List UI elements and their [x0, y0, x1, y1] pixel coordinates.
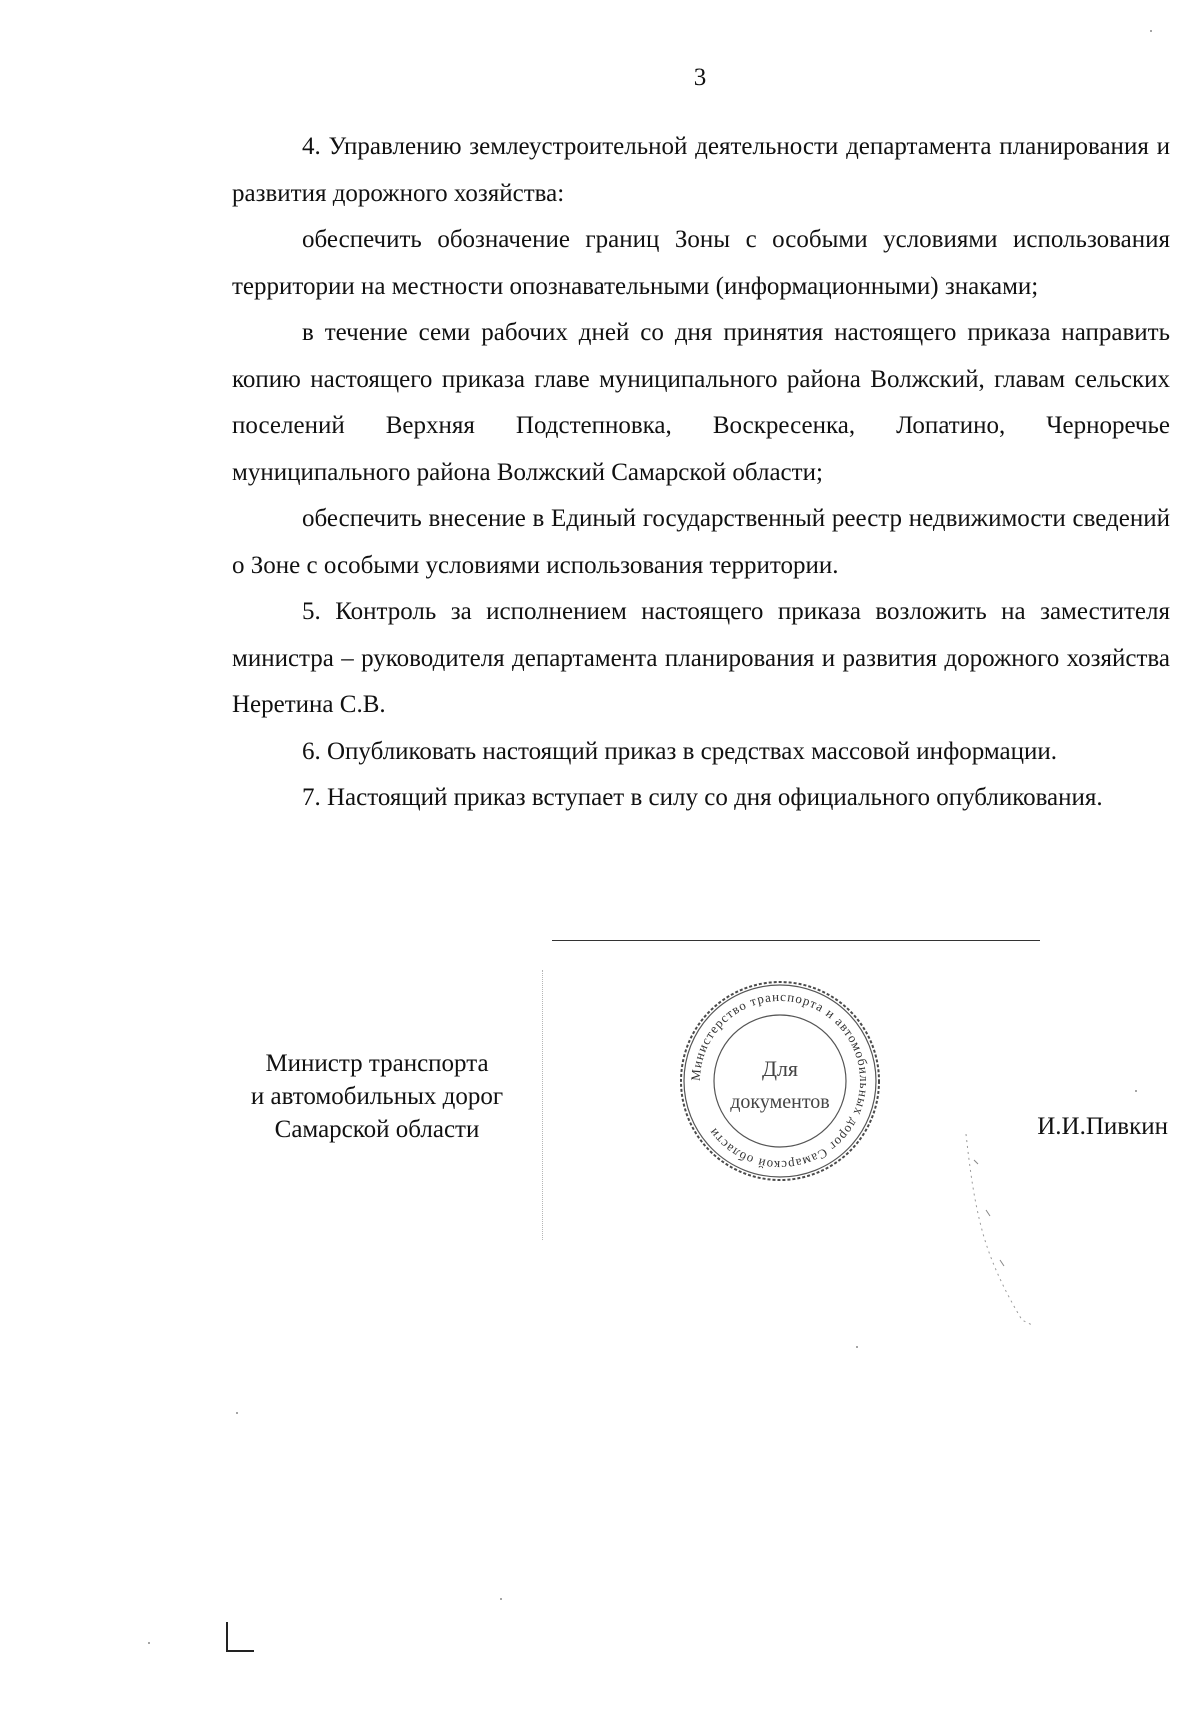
scan-dotted-line [542, 970, 543, 1240]
scan-speck [500, 1598, 502, 1600]
page-number: 3 [693, 64, 707, 91]
scan-speck [856, 1346, 858, 1348]
stamp-center-line-2: документов [730, 1091, 830, 1113]
paragraph-item-4: 4. Управлению землеустроительной деятельности департамента планирования и развития дорожного хозяйства: [232, 133, 1170, 207]
signer-title-line-3: Самарской области [274, 1116, 480, 1143]
stamp-ring-text: Министерство транспорта и автомобильных дорог Самарской области [687, 988, 873, 1174]
paragraph-registry: обеспечить внесение в Единый государственный реестр недвижимости сведений о Зоне с особыми условиями использования территории. [232, 505, 1170, 579]
order-body [232, 124, 1170, 822]
scan-corner-mark [226, 1622, 254, 1652]
paragraph-item-6: 6. Опубликовать настоящий приказ в средствах массовой информации. [302, 737, 1058, 765]
paragraph-item-5: 5. Контроль за исполнением настоящего приказа возложить на заместителя министра – руководителя департамента планирования и развития дорожного хозяйства Неретина С.В. [232, 598, 1170, 718]
scan-speck [148, 1642, 150, 1644]
paragraph-item-7: 7. Настоящий приказ вступает в силу со дня официального опубликования. [302, 784, 1103, 811]
signature-trace [960, 1130, 1040, 1330]
official-stamp [677, 978, 883, 1184]
signer-title-line-2: и автомобильных дорог [250, 1083, 504, 1110]
scan-speck [236, 1412, 238, 1414]
scan-speck [1150, 30, 1152, 32]
signer-name: И.И.Пивкин [1037, 1113, 1168, 1140]
paragraph-send-copy: в течение семи рабочих дней со дня принятия настоящего приказа направить копию настоящего приказа главе муниципального района Волжский, главам сельских поселений Верхняя Подстепновка, Воскресенка, Лопатино, Черноречье муниципального района Волжский Самарской области; [232, 319, 1170, 486]
scan-speck [1135, 1090, 1137, 1092]
horizontal-rule [552, 940, 1040, 941]
paragraph-boundary-signs: обеспечить обозначение границ Зоны с особыми условиями использования территории на местности опознавательными (информационными) знаками; [232, 226, 1170, 300]
signer-title-line-1: Министр транспорта [265, 1050, 489, 1077]
stamp-center-line-1: Для [761, 1056, 799, 1081]
signer-title [222, 1047, 532, 1146]
